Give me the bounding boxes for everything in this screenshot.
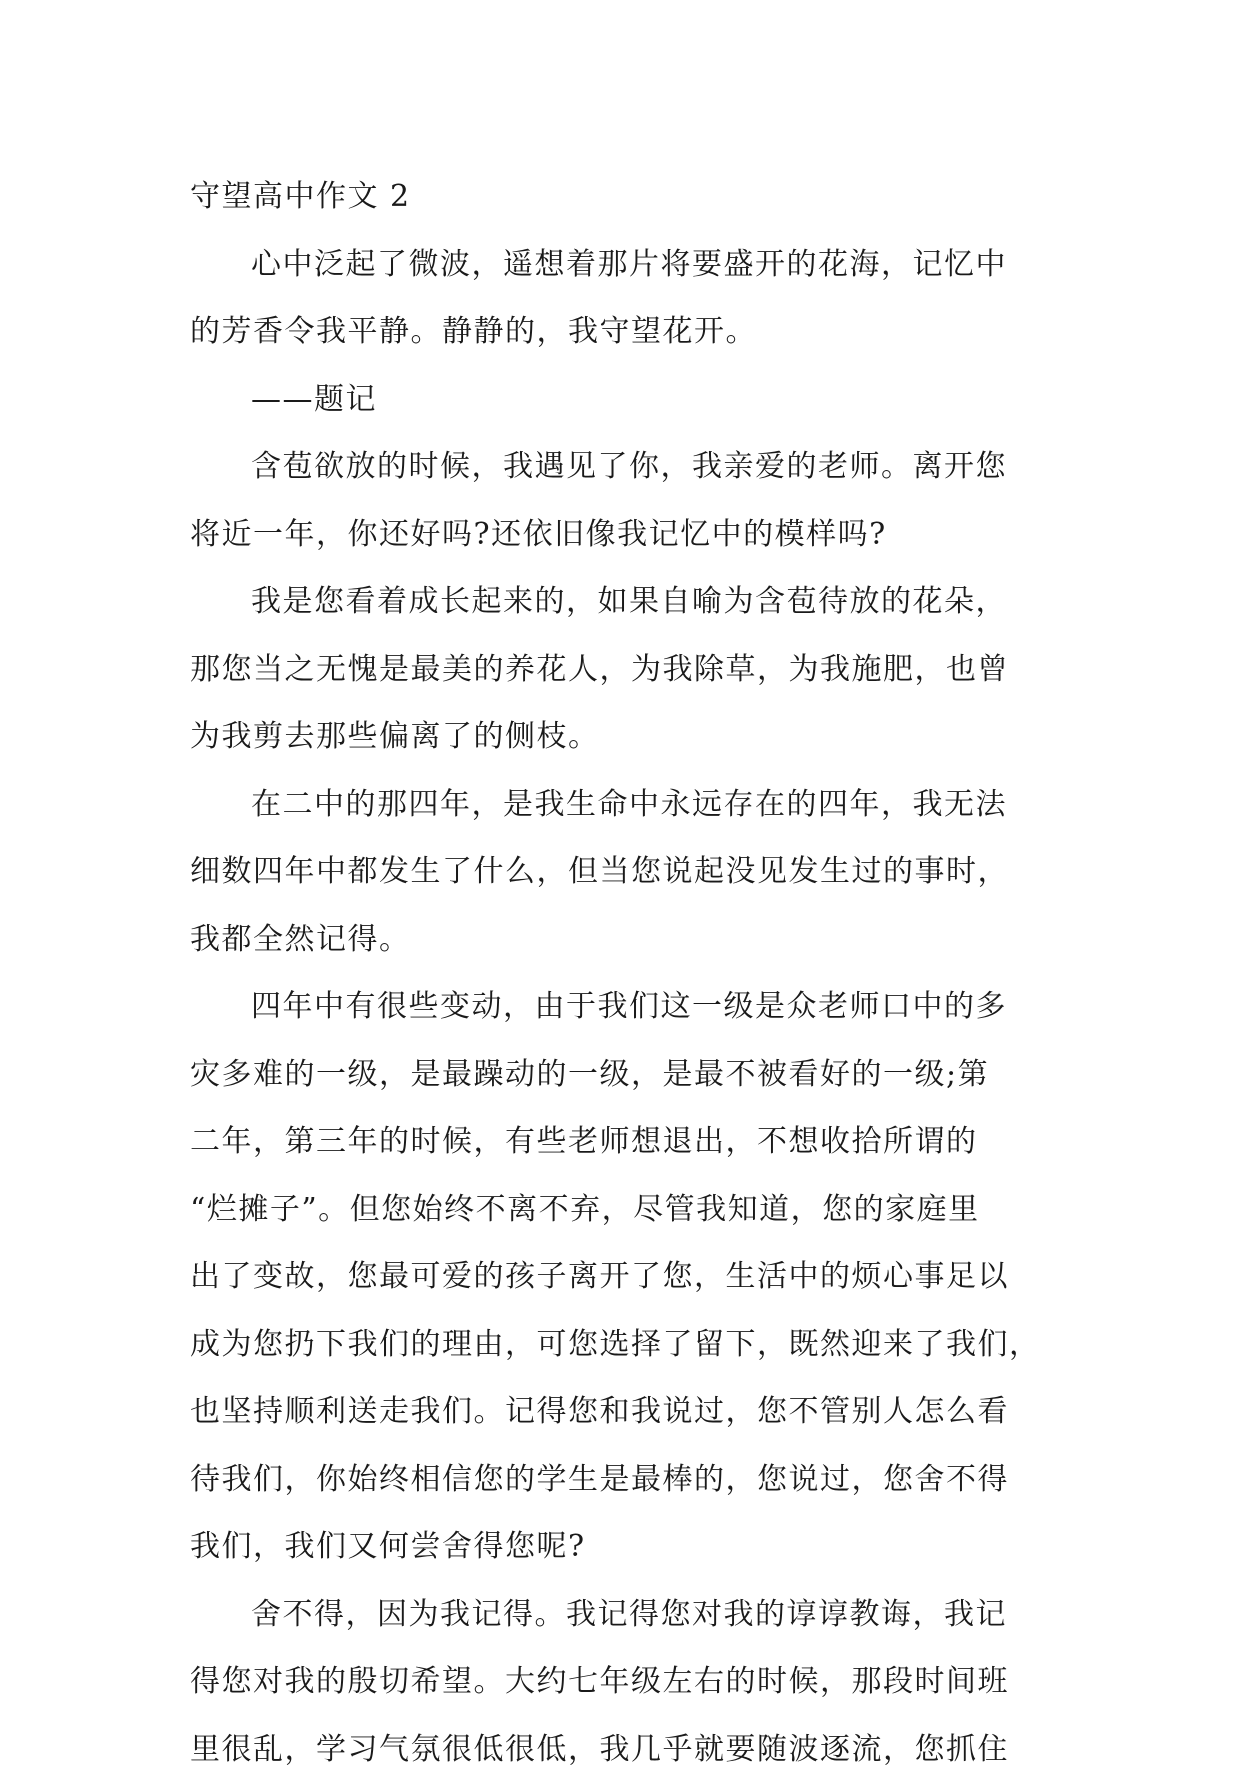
paragraph-line: 心中泛起了微波，遥想着那片将要盛开的花海，记忆中 [190,231,1050,299]
inscription-label: ——题记 [190,366,1050,434]
paragraph-line: 那您当之无愧是最美的养花人，为我除草，为我施肥，也曾 [190,636,1050,704]
paragraph-line: 细数四年中都发生了什么，但当您说起没见发生过的事时， [190,838,1050,906]
document-body [190,163,1050,1783]
paragraph-line: 我是您看着成长起来的，如果自喻为含苞待放的花朵， [190,568,1050,636]
paragraph-line: 成为您扔下我们的理由，可您选择了留下，既然迎来了我们， [190,1311,1050,1379]
paragraph-line: 为我剪去那些偏离了的侧枝。 [190,703,1050,771]
paragraph-line: 的芳香令我平静。静静的，我守望花开。 [190,298,1050,366]
paragraph-line: 灾多难的一级，是最躁动的一级，是最不被看好的一级;第 [190,1041,1050,1109]
paragraph-line: 也坚持顺利送走我们。记得您和我说过，您不管别人怎么看 [190,1378,1050,1446]
paragraph-line: 舍不得，因为我记得。我记得您对我的谆谆教诲，我记 [190,1581,1050,1649]
paragraph-line: 得您对我的殷切希望。大约七年级左右的时候，那段时间班 [190,1648,1050,1716]
paragraph-line: 我都全然记得。 [190,906,1050,974]
paragraph-line: 出了变故，您最可爱的孩子离开了您，生活中的烦心事足以 [190,1243,1050,1311]
paragraph-line: 二年，第三年的时候，有些老师想退出，不想收拾所谓的 [190,1108,1050,1176]
paragraph-line: “烂摊子”。但您始终不离不弃，尽管我知道，您的家庭里 [190,1176,1050,1244]
paragraph-line: 四年中有很些变动，由于我们这一级是众老师口中的多 [190,973,1050,1041]
paragraph-line: 我们，我们又何尝舍得您呢? [190,1513,1050,1581]
paragraph-line: 里很乱，学习气氛很低很低，我几乎就要随波逐流，您抓住 [190,1716,1050,1783]
paragraph-line: 待我们，你始终相信您的学生是最棒的，您说过，您舍不得 [190,1446,1050,1514]
paragraph-line: 将近一年，你还好吗?还依旧像我记忆中的模样吗? [190,501,1050,569]
document-title: 守望高中作文 2 [190,163,1050,231]
paragraph-line: 含苞欲放的时候，我遇见了你，我亲爱的老师。离开您 [190,433,1050,501]
paragraph-line: 在二中的那四年，是我生命中永远存在的四年，我无法 [190,771,1050,839]
